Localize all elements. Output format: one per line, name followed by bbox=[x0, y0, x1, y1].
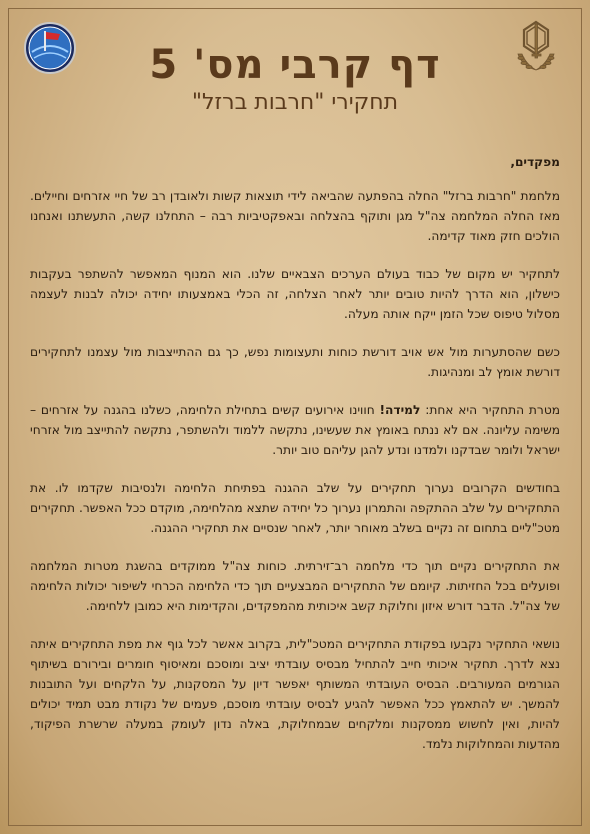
paragraph-4-rest: חווינו אירועים קשים בתחילת הלחימה, כשלנו בהגנה על אזרחים – משימה עליונה. אם לא ננתח באומץ את שעשינו, נתקשה ללמוד ולהשתפר, נתקשה להתייצב מול אזרחי ישראל ולומר שבדקנו ולמדנו ונדע להגן עליהם טוב יותר. bbox=[30, 403, 560, 457]
greeting: מפקדים, bbox=[510, 155, 560, 169]
paragraph-7: נושאי התחקיר נקבעו בפקודת התחקירים המטכ"לית, בקרוב אאשר לכל גוף את מפת התחקירים איתה נצא לדרך. תחקיר איכותי חייב להתחיל מבסיס עובדתי יציב ומוסכם ומאיסוף חומרים ובירורם בשיתוף הגורמים המעורבים. הבסיס העובדתי המשותף יאפשר דיון על המסקנות, על הלקחים ועל התובנות להמשך. יש להתאמץ ככל האפשר להגיע לבסיס עובדתי מוסכם, פעמים של נקודת מבט תמיד יכולים להיות, ואין לחשוש ממסקנות ומלקחים שבמחלוקת, באלה נדון לעומק במעלה שרשרת הפיקוד, מהדעות והמחלוקות נלמד. bbox=[30, 637, 560, 751]
paragraph-4 bbox=[30, 400, 560, 460]
paragraph-6: את התחקירים נקיים תוך כדי מלחמה רב־זירתית. כוחות צה"ל ממוקדים בהשגת מטרות המלחמה ופועלים בכל החזיתות. קיומם של התחקירים המבצעיים תוך כדי הלחימה הכרחי לשיפור יכולות הלחימה של צה"ל. הדבר דורש איזון וחלוקת קשב איכותית מהמפקדים, והקדימות היא כמובן ללחימה. bbox=[30, 559, 560, 613]
idf-sword-olive-emblem-icon bbox=[508, 20, 564, 78]
paragraph-2: לתחקיר יש מקום של כבוד בעולם הערכים הצבאיים שלנו. הוא המנוף המאפשר להשתפר בעקבות כישלון, הוא הדרך להיות טובים יותר לאחר הצלחה, זה הכלי באמצעותו יחידה יכולה לבנות לעצמה מסלול טיפוס שכל הזמן ייקח אותה מעלה. bbox=[30, 267, 560, 321]
paragraph-3: כשם שהסתערות מול אש אויב דורשת כוחות ותעצומות נפש, כך גם ההתייצבות מול עצמנו לתחקירים דורשת אומץ לב ומנהיגות. bbox=[30, 345, 560, 379]
paragraph-4-emphasis: למידה! bbox=[379, 403, 421, 417]
paragraph-4-intro: מטרת התחקיר היא אחת: bbox=[420, 403, 560, 417]
document-body bbox=[30, 152, 560, 772]
page-header bbox=[0, 22, 590, 132]
page-subtitle: תחקירי "חרבות ברזל" bbox=[191, 90, 399, 115]
paragraph-5: בחודשים הקרובים נערוך תחקירים על שלב ההגנה בפתיחת הלחימה ולנסיבות שקדמו לו. את התחקירים על שלב ההתקפה והתמרון נערוך כל יחידה שתצא מהלחימה, מוקדם ככל האפשר. תחקירים מטכ"ליים בתחום זה נקיים בשלב מאוחר יותר, לאחר שנסיים את תחקירי ההגנה. bbox=[30, 481, 560, 535]
page-title: דף קרבי מס' 5 bbox=[149, 42, 441, 88]
paragraph-1: מלחמת "חרבות ברזל" החלה בהפתעה שהביאה לידי תוצאות קשות ולאובדן רב של חיי אזרחים וחיילים. מאז החלה המלחמה צה"ל מגן ותוקף בהצלחה ובאפקטיביות רבה – התחלנו קשה, התעשתנו ואנחנו הולכים חזק מאוד קדימה. bbox=[30, 189, 560, 243]
